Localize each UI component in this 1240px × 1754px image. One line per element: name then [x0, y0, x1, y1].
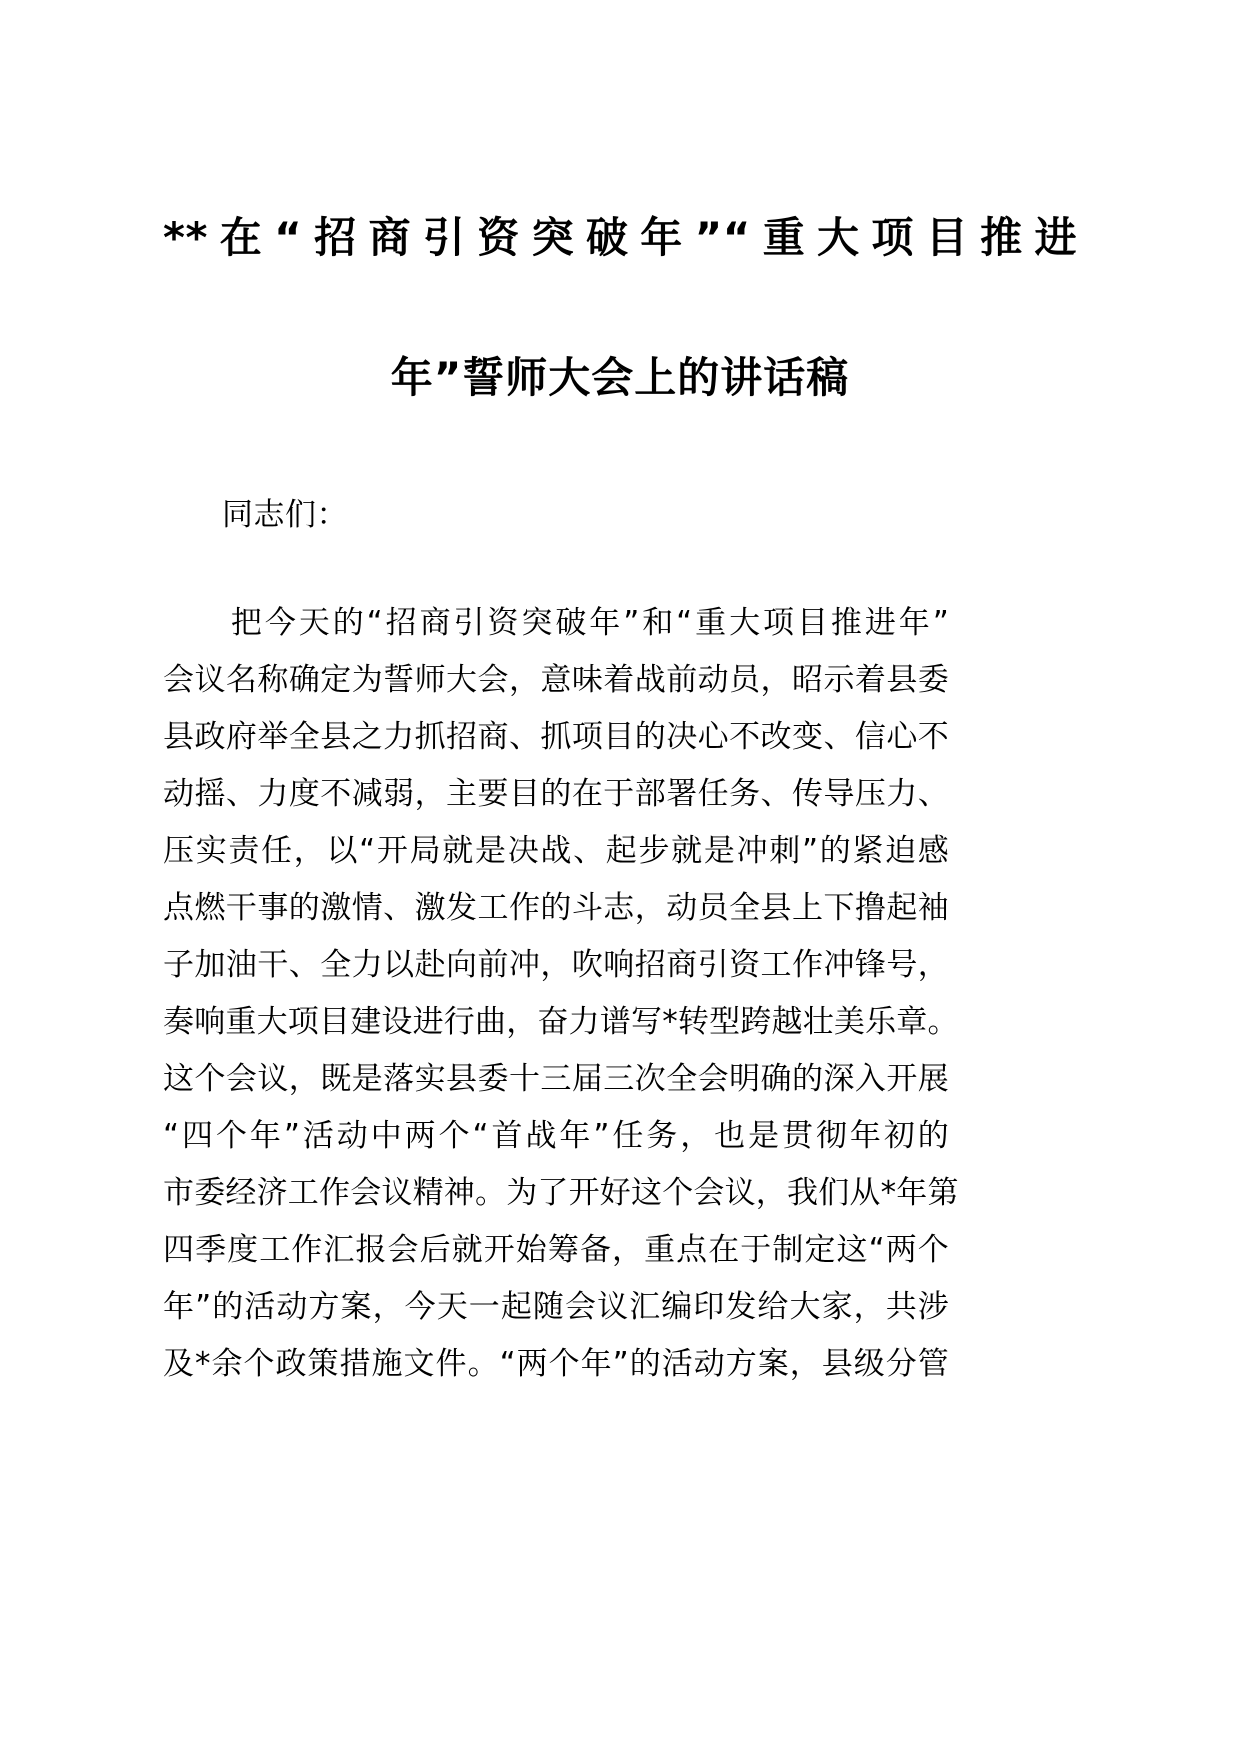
body-line: 这个会议，既是落实县委十三届三次全会明确的深入开展 — [163, 1061, 949, 1097]
body-line: 会议名称确定为誓师大会，意味着战前动员，昭示着县委 — [163, 662, 949, 698]
body-line: 把今天的“招商引资突破年”和“重大项目推进年” — [163, 605, 949, 641]
body-line: 市委经济工作会议精神。为了开好这个会议，我们从*年第 — [163, 1175, 959, 1211]
document-title-line-2: 年”誓师大会上的讲话稿 — [390, 353, 850, 402]
body-paragraph — [163, 595, 959, 1393]
salutation: 同志们： — [222, 497, 348, 533]
body-line: 县政府举全县之力抓招商、抓项目的决心不改变、信心不 — [163, 719, 949, 755]
body-line: 子加油干、全力以赴向前冲，吹响招商引资工作冲锋号， — [163, 947, 949, 983]
body-line: 四季度工作汇报会后就开始筹备，重点在于制定这“两个 — [163, 1232, 949, 1268]
body-line: 动摇、力度不减弱，主要目的在于部署任务、传导压力、 — [163, 776, 949, 812]
body-line: 奏响重大项目建设进行曲，奋力谱写*转型跨越壮美乐章。 — [163, 1004, 959, 1040]
body-line: 及*余个政策措施文件。“两个年”的活动方案，县级分管 — [163, 1346, 949, 1382]
body-line: 点燃干事的激情、激发工作的斗志，动员全县上下撸起袖 — [163, 890, 949, 926]
body-line: “四个年”活动中两个“首战年”任务，也是贯彻年初的 — [163, 1118, 949, 1154]
body-line: 年”的活动方案，今天一起随会议汇编印发给大家，共涉 — [163, 1289, 949, 1325]
document-title-line-1: **在“招商引资突破年”“重大项目推进 — [163, 213, 1077, 262]
body-line: 压实责任，以“开局就是决战、起步就是冲刺”的紧迫感 — [163, 833, 949, 869]
document-title — [163, 168, 1077, 448]
